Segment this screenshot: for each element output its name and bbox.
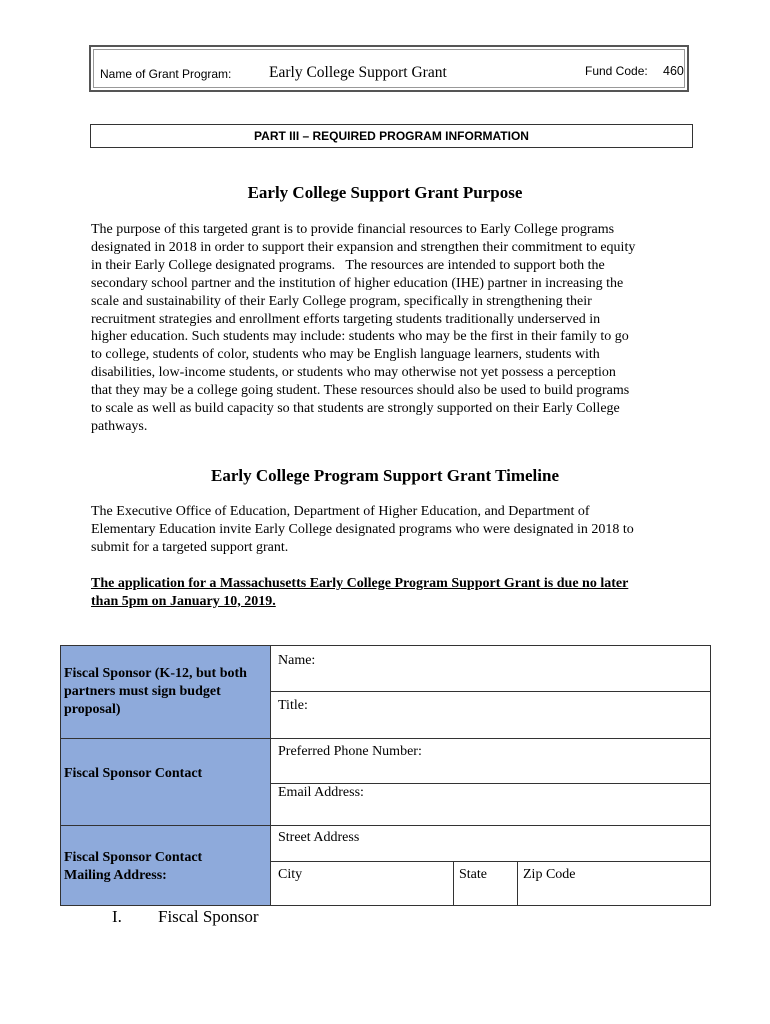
row-divider	[271, 825, 710, 826]
column-divider	[453, 861, 454, 905]
grant-header-box	[89, 45, 689, 92]
purpose-line: in their Early College designated programs. The resources are intended to support both the	[91, 257, 605, 273]
purpose-paragraph	[91, 221, 691, 436]
fiscal-sponsor-label: proposal)	[64, 702, 121, 717]
purpose-heading: Early College Support Grant Purpose	[247, 183, 523, 202]
city-field[interactable]: City	[278, 867, 303, 882]
purpose-line: pathways.	[91, 418, 148, 434]
purpose-line: higher education. Such students may include: students who may be the first in their family to go	[91, 329, 629, 345]
program-label: Name of Grant Program:	[100, 67, 232, 81]
purpose-line: disabilities, low-income students, or students who may otherwise not yet possess a perception	[91, 365, 616, 381]
phone-field[interactable]: Preferred Phone Number:	[278, 744, 422, 759]
name-field[interactable]: Name:	[278, 653, 316, 668]
program-name: Early College Support Grant	[269, 64, 447, 81]
email-field[interactable]: Email Address:	[278, 785, 364, 800]
timeline-line: The Executive Office of Education, Department of Higher Education, and Department of	[91, 504, 590, 519]
due-line: than 5pm on January 10, 2019.	[91, 593, 276, 609]
fiscal-sponsor-label: Fiscal Sponsor (K-12, but both	[64, 666, 247, 681]
mailing-address-label: Fiscal Sponsor Contact	[64, 850, 203, 865]
zip-code-field[interactable]: Zip Code	[523, 867, 576, 882]
mailing-label-cell	[61, 825, 271, 905]
list-item-fiscal-sponsor: Fiscal Sponsor	[158, 907, 259, 926]
fund-code-label: Fund Code:	[585, 64, 648, 78]
purpose-line: scale and sustainability of their Early College program, specifically in strengthening their	[91, 293, 592, 309]
row-divider	[271, 861, 710, 862]
title-field[interactable]: Title:	[278, 698, 308, 713]
purpose-line: that they may be a college going student. These resources should also be used to build programs	[91, 383, 630, 399]
column-divider	[517, 861, 518, 905]
timeline-paragraph	[91, 503, 691, 557]
state-field[interactable]: State	[459, 867, 487, 882]
fiscal-sponsor-label-cell	[61, 646, 271, 738]
due-line: The application for a Massachusetts Early College Program Support Grant is due no later	[91, 576, 629, 591]
list-number: I.	[112, 907, 122, 926]
purpose-line: secondary school partner and the institution of higher education (IHE) partner in increasing the	[91, 275, 624, 291]
purpose-line: to college, students of color, students who may be English language learners, students with	[91, 347, 600, 363]
due-date-notice	[91, 575, 691, 610]
row-divider	[271, 783, 710, 784]
fiscal-sponsor-label: partners must sign budget	[64, 684, 221, 699]
row-divider	[271, 691, 710, 692]
contact-label-cell	[61, 738, 271, 825]
timeline-line: submit for a targeted support grant.	[91, 539, 289, 555]
part-title: PART III – REQUIRED PROGRAM INFORMATION	[90, 124, 693, 148]
purpose-line: recruitment strategies and enrollment efforts targeting students traditionally underserved in	[91, 311, 601, 327]
row-divider	[271, 738, 710, 739]
fiscal-sponsor-table	[60, 645, 711, 906]
purpose-line: The purpose of this targeted grant is to provide financial resources to Early College programs	[91, 222, 615, 237]
timeline-heading: Early College Program Support Grant Timeline	[210, 466, 559, 485]
fund-code-value: 460	[663, 64, 684, 78]
fiscal-sponsor-contact-label: Fiscal Sponsor Contact	[64, 766, 203, 781]
purpose-line: designated in 2018 in order to support their expansion and strengthen their commitment to equity	[91, 239, 636, 255]
mailing-address-label: Mailing Address:	[64, 868, 167, 883]
timeline-line: Elementary Education invite Early College designated programs who were designated in 2018 to	[91, 521, 634, 537]
street-address-field[interactable]: Street Address	[278, 830, 360, 845]
purpose-line: to scale as well as build capacity so that students are strongly supported on their Early College	[91, 401, 620, 417]
